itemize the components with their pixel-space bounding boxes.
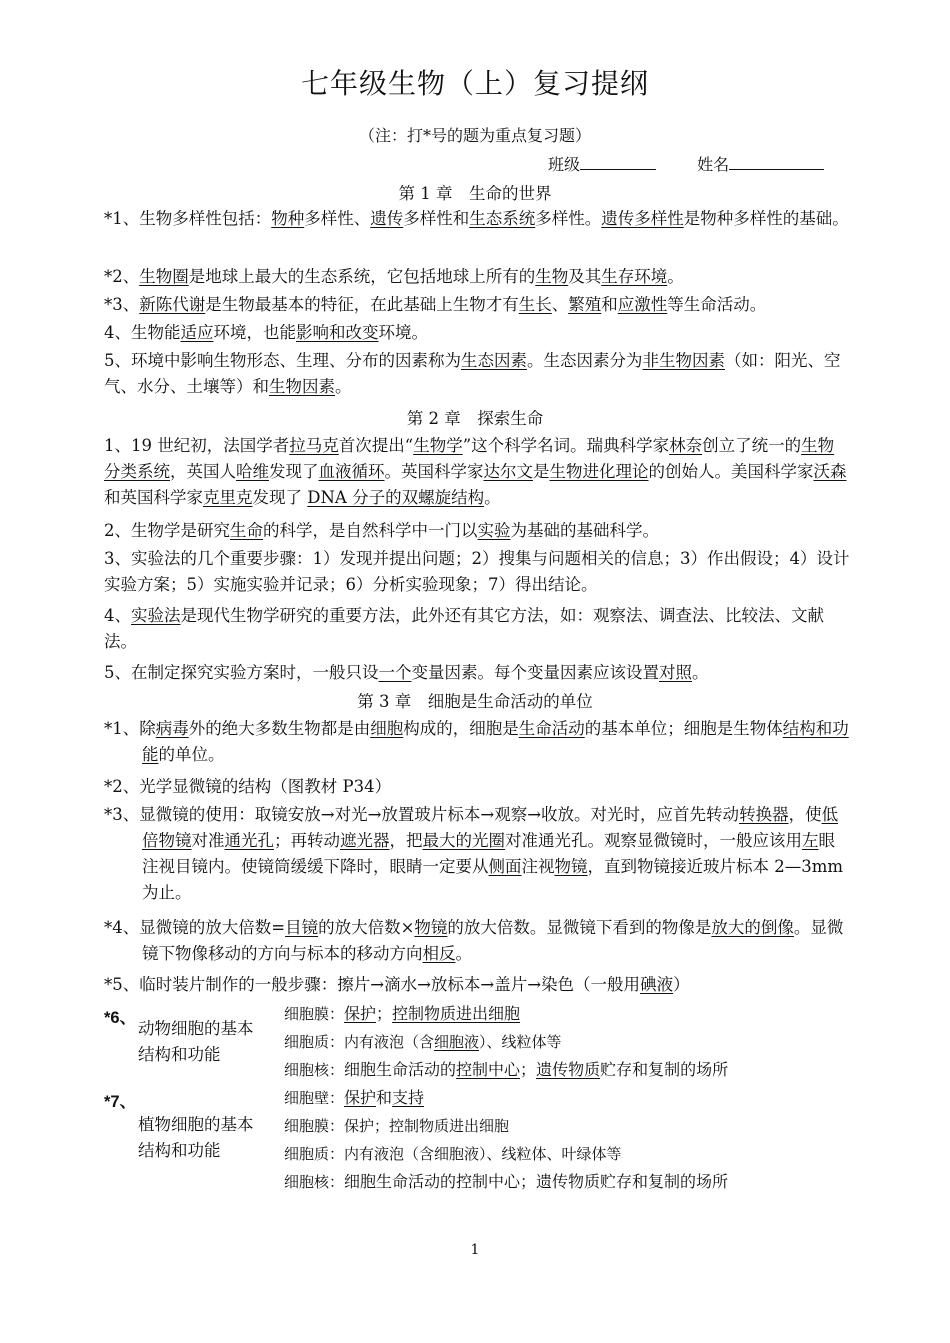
list-item: 5、环境中影响生物形态、生理、分布的因素称为生态因素。生态因素分为非生物因素（如：阳光、空气、水分、土壤等）和生物因素。 [104,351,841,396]
name-label: 姓名 [697,155,730,174]
list-item: 5、在制定探究实验方案时，一般只设一个变量因素。每个变量因素应该设置对照。 [104,663,709,682]
animal-cell-row: 细胞质：内有液泡（含细胞液）、线粒体等 [284,1033,562,1051]
plant-cell-row: 细胞核：细胞生命活动的控制中心；遗传物质贮存和复制的场所 [284,1172,729,1191]
plant-cell-row: 细胞膜：保护；控制物质进出细胞 [284,1117,510,1135]
animal-cell-row: 细胞核：细胞生命活动的控制中心；遗传物质贮存和复制的场所 [284,1060,729,1079]
animal-cell-title: 动物细胞的基本结构和功能 [138,1019,254,1064]
list-item: *4、显微镜的放大倍数=目镜的放大倍数×物镜的放大倍数。显微镜下看到的物像是放大的倒像。显微镜下物像移动的方向与标本的移动方向相反。 [104,918,844,963]
plant-cell-title: 植物细胞的基本结构和功能 [138,1115,254,1160]
list-item: 3、实验法的几个重要步骤：1）发现并提出问题；2）搜集与问题相关的信息；3）作出假设；4）设计实验方案；5）实施实验并记录；6）分析实验现象；7）得出结论。 [104,549,850,594]
item-number: *7、 [104,1093,137,1111]
list-item: 1、19 世纪初，法国学者拉马克首次提出“生物学”这个科学名词。瑞典科学家林奈创立了统一的生物分类系统，英国人哈维发现了血液循环。英国科学家达尔文是生物进化理论的创始人。美国科学家沃森和英国科学家克里克发现了 DNA 分子的双螺旋结构。 [104,436,847,507]
class-label: 班级 [548,155,581,174]
list-item: *1、生物多样性包括：物种多样性、遗传多样性和生态系统多样性。遗传多样性是物种多样性的基础。 [104,209,849,228]
chapter-heading: 第 2 章 探索生命 [406,409,544,428]
page-title: 七年级生物（上）复习提纲 [300,67,649,100]
list-item: *2、生物圈是地球上最大的生态系统，它包括地球上所有的生物及其生存环境。 [104,267,684,286]
list-item: *2、光学显微镜的结构（图教材 P34） [104,777,392,796]
list-item: *1、除病毒外的绝大多数生物都是由细胞构成的，细胞是生命活动的基本单位；细胞是生物体结构和功能的单位。 [104,719,849,764]
page-number: 1 [470,1242,480,1258]
animal-cell-row: 细胞膜：保护；控制物质进出细胞 [284,1004,521,1023]
list-item: 2、生物学是研究生命的科学，是自然科学中一门以实验为基础的基础科学。 [104,521,659,540]
list-item: *3、新陈代谢是生物最基本的特征，在此基础上生物才有生长、繁殖和应激性等生命活动。 [104,295,767,314]
chapter-heading: 第 1 章 生命的世界 [398,184,552,203]
list-item: 4、实验法是现代生物学研究的重要方法，此外还有其它方法，如：观察法、调查法、比较法、文献法。 [104,606,824,651]
list-item: 4、生物能适应环境，也能影响和改变环境。 [104,323,428,342]
list-item: *5、临时装片制作的一般步骤：擦片→滴水→放标本→盖片→染色（一般用碘液） [104,975,690,994]
plant-cell-row: 细胞质：内有液泡（含细胞液）、线粒体、叶绿体等 [284,1145,622,1163]
list-item: *3、显微镜的使用：取镜安放→对光→放置玻片标本→观察→收放。对光时，应首先转动转换器，使低倍物镜对准通光孔；再转动遮光器，把最大的光圈对准通光孔。观察显微镜时，一般应该用左眼注视目镜内。使镜筒缓缓下降时，眼睛一定要从侧面注视物镜，直到物镜接近玻片标本 2—3mm 为止。 [104,805,844,902]
chapter-heading: 第 3 章 细胞是生命活动的单位 [357,692,593,711]
note-line: （注：打*号的题为重点复习题） [358,126,591,145]
item-number: *6、 [104,1009,137,1027]
plant-cell-row: 细胞壁：保护和支持 [284,1088,425,1107]
name-blank [729,155,824,170]
class-name-line [548,152,824,175]
class-blank [580,155,656,170]
